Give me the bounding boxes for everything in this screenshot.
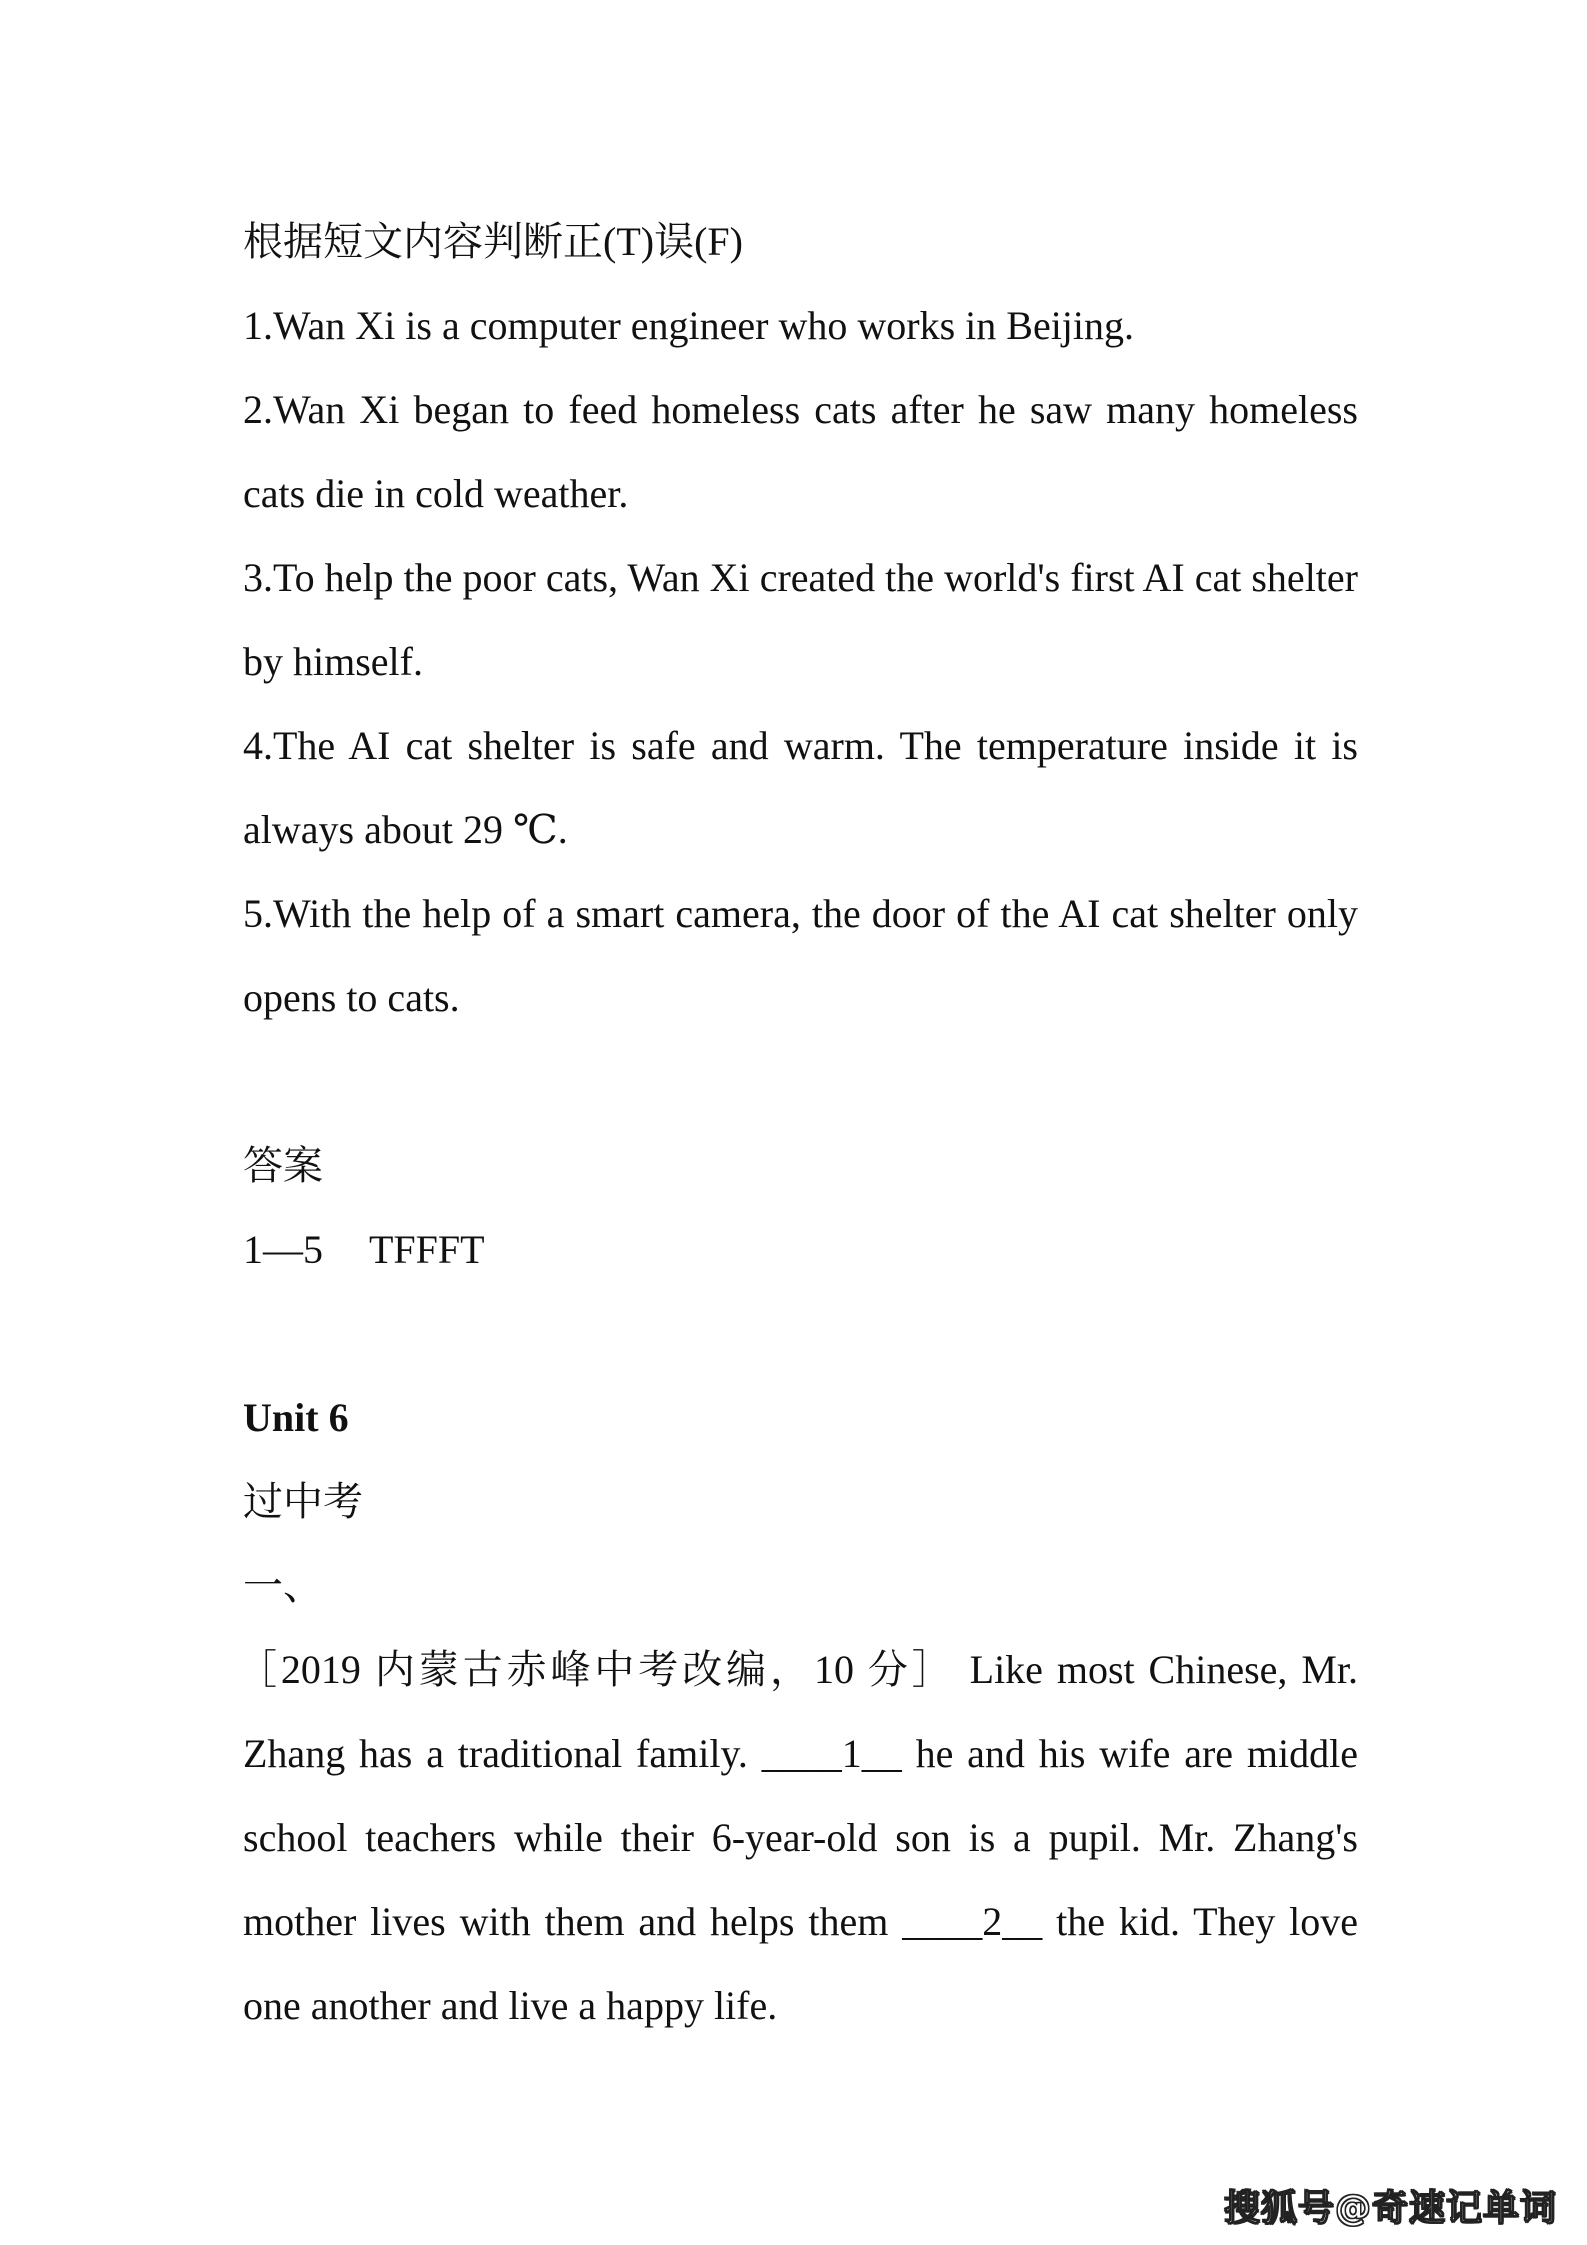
instruction: 根据短文内容判断正(T)误(F) — [243, 219, 743, 264]
question-2: 2.Wan Xi began to feed homeless cats after he saw many homeless cats die in cold weather. — [243, 387, 1358, 516]
question-3: 3.To help the poor cats, Wan Xi created the world's first AI cat shelter by himself. — [243, 555, 1358, 684]
watermark: 搜狐号@奇速记单词 — [1223, 2188, 1557, 2229]
answer-range: 1—5 — [243, 1227, 323, 1272]
passage-source: ［2019 内蒙古赤峰中考改编，10 分］ — [237, 1647, 956, 1692]
question-4: 4.The AI cat shelter is safe and warm. The temperature inside it is always about 29 ℃. — [243, 723, 1358, 852]
unit-title: Unit 6 — [243, 1395, 349, 1440]
passage-text-1: Like most Chinese, Mr. Zhang has a traditional family. — [243, 1647, 1359, 1776]
unit-subtitle: 过中考 — [243, 1479, 363, 1524]
answer-key-line — [243, 1208, 1358, 1292]
section-number: 一、 — [243, 1563, 323, 1608]
answer-heading: 答案 — [243, 1143, 323, 1188]
document-page — [237, 200, 1359, 2048]
spacer — [243, 1292, 1358, 1376]
blank-1: ____1__ — [761, 1731, 902, 1776]
question-1: 1.Wan Xi is a computer engineer who works in Beijing. — [243, 303, 1135, 348]
cloze-passage — [237, 1628, 1359, 2048]
question-5: 5.With the help of a smart camera, the door of the AI cat shelter only opens to cats. — [243, 891, 1358, 1020]
blank-2: ____2__ — [902, 1899, 1043, 1944]
answer-key: TFFFT — [369, 1227, 485, 1272]
passage-text-2: he and his wife are middle school teachers while their 6-year-old son is a pupil. Mr. Zhang's mother lives with them and helps them — [243, 1731, 1358, 1944]
passage-text-3: the kid. They love one another and live a happy life. — [243, 1899, 1359, 2028]
spacer — [243, 1040, 1358, 1124]
